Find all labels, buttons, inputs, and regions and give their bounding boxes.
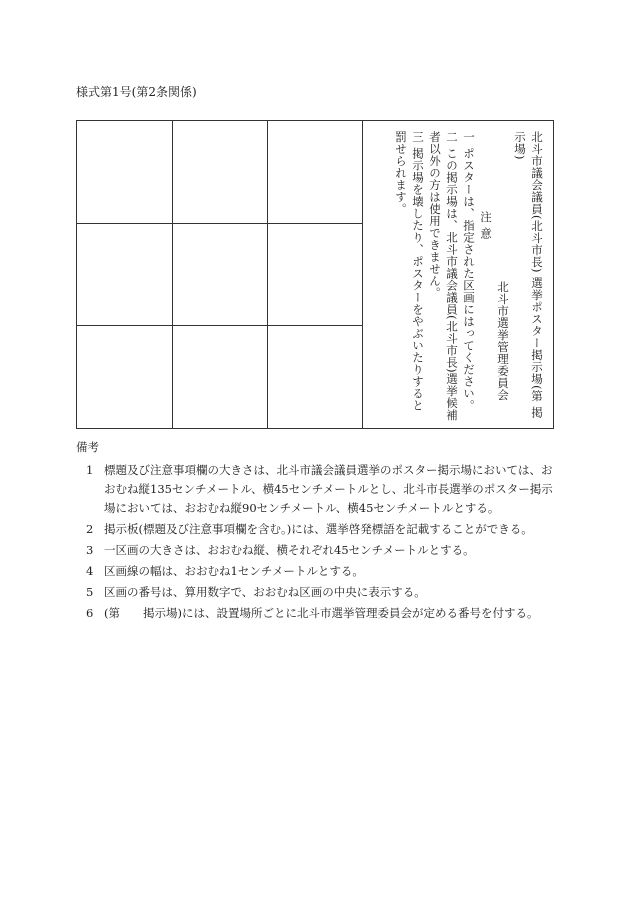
remark-note [76,520,556,539]
remark-number: 6 [86,606,94,620]
poster-section [173,121,268,224]
board-title: 北斗市議会議員(北斗市長) 選挙ポスター掲示場(第 掲示場) [513,131,544,419]
poster-section [268,224,363,326]
remark-number: 5 [86,585,94,599]
notice-item: 二 この掲示場は、北斗市議会議員(北斗市長)選挙候補者以外の方は使用できません。 [428,131,459,422]
poster-section [173,326,268,428]
poster-section [77,224,173,326]
remarks-section [76,438,556,625]
notice-item: 一 ポスターは、指定された区画にはってください。 [462,131,476,412]
remark-text: 掲示板(標題及び注意事項欄を含む。)には、選挙啓発標語を記載することができる。 [104,522,533,536]
poster-section [268,326,363,428]
title-and-notice-panel [363,121,553,428]
committee-name: 北斗市選挙管理委員会 [496,281,510,401]
caution-heading: 注 意 [479,211,493,240]
remark-note [76,461,556,518]
remark-note [76,583,556,602]
remark-note [76,604,556,623]
remark-number: 4 [86,564,94,578]
remark-note [76,562,556,581]
poster-board-diagram [76,120,554,429]
remark-number: 3 [86,543,94,557]
remark-note [76,541,556,560]
remark-text: 標題及び注意事項欄の大きさは、北斗市議会議員選挙のポスター掲示場においては、おおむね縦135センチメートル、横45センチメートルとし、北斗市長選挙のポスター掲示場においては、おおむね縦90センチメートル、横45センチメートルとする。 [104,463,553,515]
remarks-heading: 備考 [76,440,99,454]
remark-text: (第 掲示場)には、設置場所ごとに北斗市選挙管理委員会が定める番号を付する。 [104,606,539,620]
remark-number: 1 [86,463,94,477]
notice-item: 三 掲示場を壊したり、ポスターをやぶいたりすると罰せられます。 [394,131,425,412]
remark-text: 区画の番号は、算用数字で、おおむね区画の中央に表示する。 [104,585,426,599]
remark-number: 2 [86,522,94,536]
poster-section [77,121,173,224]
poster-section [77,326,173,428]
poster-section [173,224,268,326]
remark-text: 区画線の幅は、おおむね1センチメートルとする。 [104,564,364,578]
remark-text: 一区画の大きさは、おおむね縦、横それぞれ45センチメートルとする。 [104,543,475,557]
form-number-label: 様式第1号(第2条関係) [76,85,197,99]
poster-section [268,121,363,224]
